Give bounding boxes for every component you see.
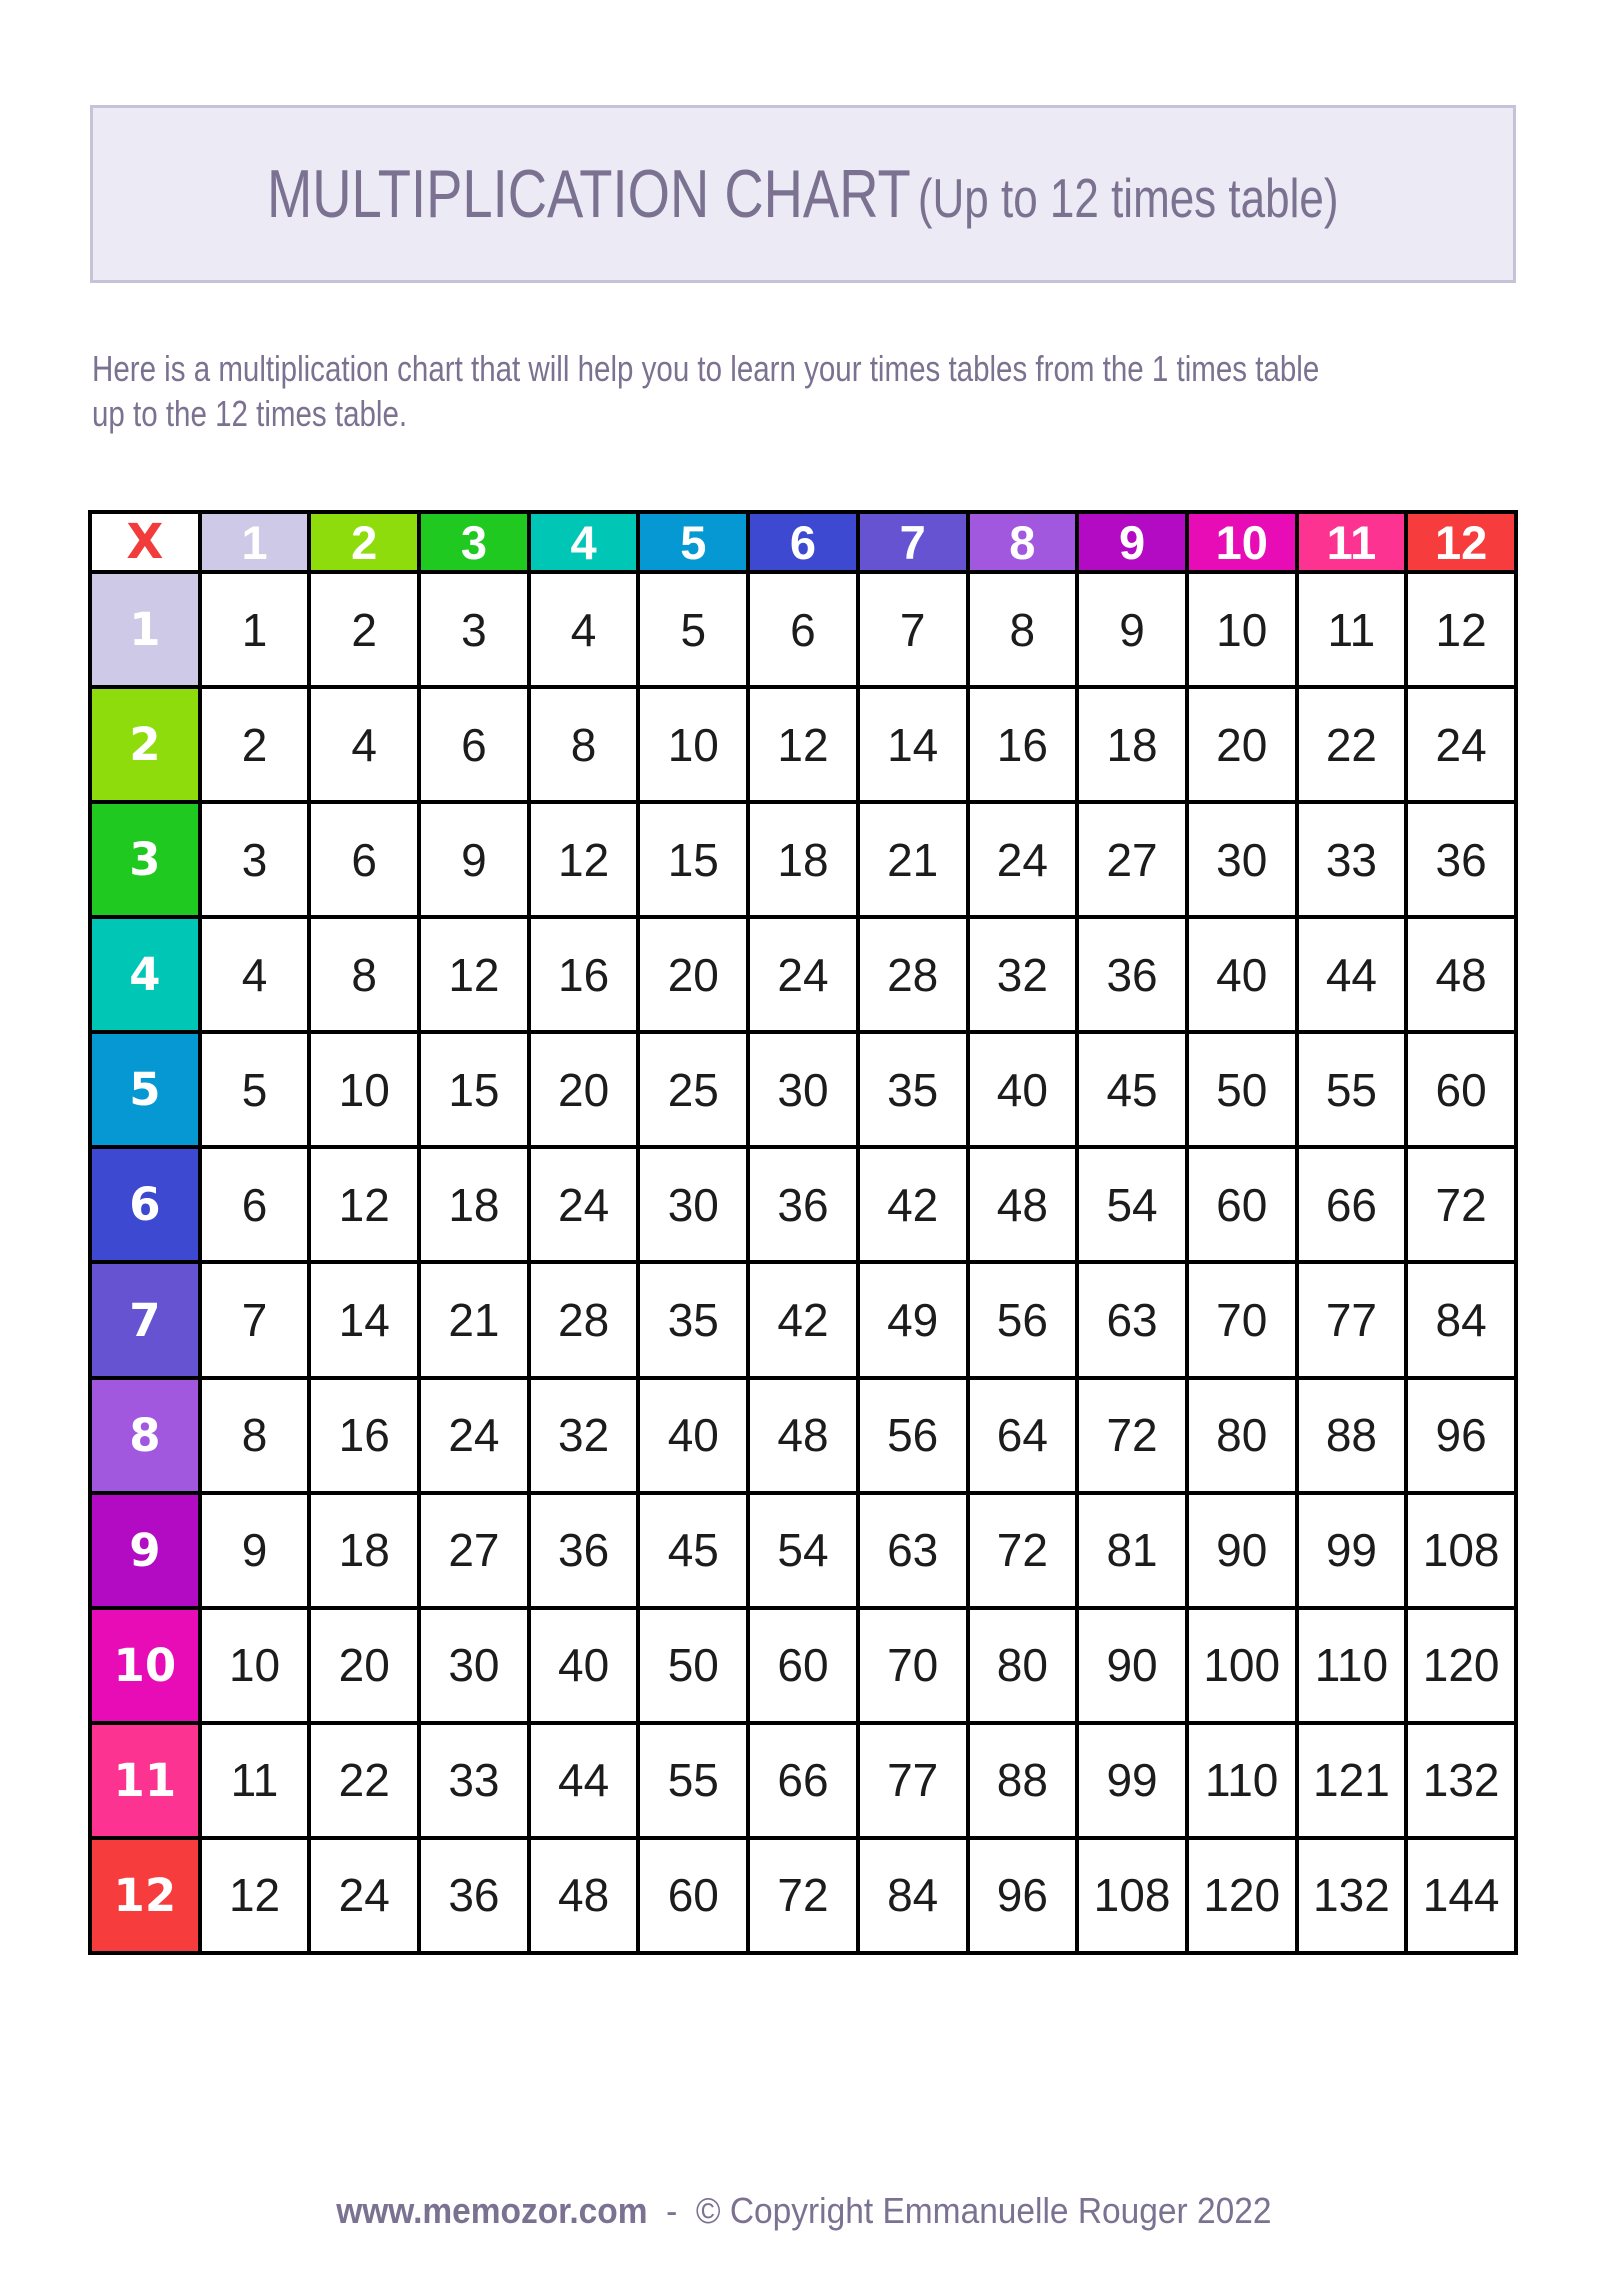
- product-cell: 16: [529, 917, 639, 1032]
- product-cell: 18: [1077, 687, 1187, 802]
- product-cell: 18: [748, 802, 858, 917]
- product-cell: 63: [1077, 1262, 1187, 1377]
- product-cell: 84: [858, 1838, 968, 1953]
- product-cell: 50: [1187, 1032, 1297, 1147]
- table-row-12: [90, 1838, 1516, 1953]
- product-cell: 88: [968, 1723, 1078, 1838]
- product-cell: 40: [529, 1608, 639, 1723]
- product-cell: 10: [1187, 572, 1297, 687]
- product-cell: 144: [1406, 1838, 1516, 1953]
- product-cell: 8: [968, 572, 1078, 687]
- product-cell: 24: [419, 1378, 529, 1493]
- footer-separator: -: [666, 2190, 678, 2231]
- table-row-11: [90, 1723, 1516, 1838]
- product-cell: 4: [309, 687, 419, 802]
- product-cell: 42: [748, 1262, 858, 1377]
- column-header-9: 9: [1077, 512, 1187, 572]
- footer-copyright: © Copyright Emmanuelle Rouger 2022: [696, 2190, 1272, 2231]
- product-cell: 6: [309, 802, 419, 917]
- product-cell: 6: [748, 572, 858, 687]
- product-cell: 90: [1077, 1608, 1187, 1723]
- product-cell: 40: [968, 1032, 1078, 1147]
- product-cell: 70: [1187, 1262, 1297, 1377]
- product-cell: 45: [1077, 1032, 1187, 1147]
- footer: [0, 2190, 1608, 2232]
- product-cell: 18: [419, 1147, 529, 1262]
- corner-x-cell: X: [90, 512, 200, 572]
- product-cell: 36: [1077, 917, 1187, 1032]
- footer-text: [336, 2190, 1271, 2232]
- product-cell: 56: [858, 1378, 968, 1493]
- product-cell: 6: [419, 687, 529, 802]
- product-cell: 120: [1406, 1608, 1516, 1723]
- product-cell: 7: [200, 1262, 310, 1377]
- table-row-9: [90, 1493, 1516, 1608]
- product-cell: 49: [858, 1262, 968, 1377]
- row-header-11: 11: [90, 1723, 200, 1838]
- product-cell: 16: [309, 1378, 419, 1493]
- table-header-row: [90, 512, 1516, 572]
- description-line-1: Here is a multiplication chart that will help you to learn your times tables from the 1 times table: [92, 348, 1320, 389]
- product-cell: 121: [1297, 1723, 1407, 1838]
- table-row-10: [90, 1608, 1516, 1723]
- product-cell: 66: [748, 1723, 858, 1838]
- column-header-5: 5: [638, 512, 748, 572]
- product-cell: 14: [309, 1262, 419, 1377]
- column-header-4: 4: [529, 512, 639, 572]
- product-cell: 28: [529, 1262, 639, 1377]
- product-cell: 84: [1406, 1262, 1516, 1377]
- product-cell: 120: [1187, 1838, 1297, 1953]
- product-cell: 24: [748, 917, 858, 1032]
- page-title-sub: (Up to 12 times table): [918, 167, 1339, 229]
- product-cell: 100: [1187, 1608, 1297, 1723]
- product-cell: 48: [1406, 917, 1516, 1032]
- product-cell: 2: [309, 572, 419, 687]
- column-header-7: 7: [858, 512, 968, 572]
- product-cell: 42: [858, 1147, 968, 1262]
- row-header-2: 2: [90, 687, 200, 802]
- product-cell: 54: [1077, 1147, 1187, 1262]
- product-cell: 9: [1077, 572, 1187, 687]
- product-cell: 99: [1297, 1493, 1407, 1608]
- row-header-5: 5: [90, 1032, 200, 1147]
- product-cell: 60: [1406, 1032, 1516, 1147]
- product-cell: 96: [1406, 1378, 1516, 1493]
- column-header-10: 10: [1187, 512, 1297, 572]
- product-cell: 81: [1077, 1493, 1187, 1608]
- product-cell: 24: [529, 1147, 639, 1262]
- table-row-3: [90, 802, 1516, 917]
- product-cell: 77: [1297, 1262, 1407, 1377]
- product-cell: 28: [858, 917, 968, 1032]
- row-header-4: 4: [90, 917, 200, 1032]
- product-cell: 30: [1187, 802, 1297, 917]
- product-cell: 60: [1187, 1147, 1297, 1262]
- product-cell: 22: [309, 1723, 419, 1838]
- column-header-1: 1: [200, 512, 310, 572]
- product-cell: 27: [1077, 802, 1187, 917]
- product-cell: 9: [200, 1493, 310, 1608]
- table-body: [90, 572, 1516, 1953]
- product-cell: 8: [200, 1378, 310, 1493]
- column-header-11: 11: [1297, 512, 1407, 572]
- product-cell: 20: [638, 917, 748, 1032]
- product-cell: 80: [968, 1608, 1078, 1723]
- product-cell: 5: [200, 1032, 310, 1147]
- product-cell: 4: [200, 917, 310, 1032]
- product-cell: 35: [638, 1262, 748, 1377]
- product-cell: 60: [638, 1838, 748, 1953]
- product-cell: 20: [1187, 687, 1297, 802]
- product-cell: 25: [638, 1032, 748, 1147]
- product-cell: 77: [858, 1723, 968, 1838]
- product-cell: 63: [858, 1493, 968, 1608]
- description-line-2: up to the 12 times table.: [92, 393, 408, 434]
- product-cell: 11: [1297, 572, 1407, 687]
- table-row-6: [90, 1147, 1516, 1262]
- product-cell: 30: [638, 1147, 748, 1262]
- product-cell: 12: [309, 1147, 419, 1262]
- product-cell: 12: [200, 1838, 310, 1953]
- product-cell: 14: [858, 687, 968, 802]
- product-cell: 45: [638, 1493, 748, 1608]
- product-cell: 12: [419, 917, 529, 1032]
- product-cell: 24: [309, 1838, 419, 1953]
- column-header-8: 8: [968, 512, 1078, 572]
- product-cell: 22: [1297, 687, 1407, 802]
- row-header-3: 3: [90, 802, 200, 917]
- column-header-2: 2: [309, 512, 419, 572]
- product-cell: 6: [200, 1147, 310, 1262]
- title-banner: [90, 105, 1516, 283]
- row-header-10: 10: [90, 1608, 200, 1723]
- product-cell: 10: [638, 687, 748, 802]
- product-cell: 20: [309, 1608, 419, 1723]
- table-row-4: [90, 917, 1516, 1032]
- product-cell: 48: [968, 1147, 1078, 1262]
- product-cell: 66: [1297, 1147, 1407, 1262]
- product-cell: 5: [638, 572, 748, 687]
- product-cell: 44: [529, 1723, 639, 1838]
- product-cell: 70: [858, 1608, 968, 1723]
- product-cell: 99: [1077, 1723, 1187, 1838]
- product-cell: 30: [748, 1032, 858, 1147]
- product-cell: 36: [419, 1838, 529, 1953]
- product-cell: 108: [1077, 1838, 1187, 1953]
- product-cell: 30: [419, 1608, 529, 1723]
- row-header-1: 1: [90, 572, 200, 687]
- product-cell: 8: [309, 917, 419, 1032]
- product-cell: 44: [1297, 917, 1407, 1032]
- product-cell: 50: [638, 1608, 748, 1723]
- product-cell: 18: [309, 1493, 419, 1608]
- table-row-1: [90, 572, 1516, 687]
- product-cell: 27: [419, 1493, 529, 1608]
- product-cell: 7: [858, 572, 968, 687]
- product-cell: 54: [748, 1493, 858, 1608]
- product-cell: 3: [200, 802, 310, 917]
- product-cell: 132: [1406, 1723, 1516, 1838]
- table-row-2: [90, 687, 1516, 802]
- product-cell: 10: [200, 1608, 310, 1723]
- product-cell: 33: [1297, 802, 1407, 917]
- product-cell: 40: [638, 1378, 748, 1493]
- product-cell: 40: [1187, 917, 1297, 1032]
- product-cell: 32: [529, 1378, 639, 1493]
- product-cell: 48: [529, 1838, 639, 1953]
- column-header-12: 12: [1406, 512, 1516, 572]
- product-cell: 15: [638, 802, 748, 917]
- column-header-6: 6: [748, 512, 858, 572]
- row-header-6: 6: [90, 1147, 200, 1262]
- product-cell: 55: [1297, 1032, 1407, 1147]
- footer-site-name: www.memozor.com: [336, 2190, 648, 2231]
- product-cell: 21: [419, 1262, 529, 1377]
- product-cell: 24: [1406, 687, 1516, 802]
- product-cell: 36: [529, 1493, 639, 1608]
- product-cell: 12: [1406, 572, 1516, 687]
- product-cell: 1: [200, 572, 310, 687]
- product-cell: 24: [968, 802, 1078, 917]
- row-header-12: 12: [90, 1838, 200, 1953]
- product-cell: 72: [968, 1493, 1078, 1608]
- product-cell: 110: [1187, 1723, 1297, 1838]
- product-cell: 3: [419, 572, 529, 687]
- table-row-5: [90, 1032, 1516, 1147]
- product-cell: 9: [419, 802, 529, 917]
- product-cell: 56: [968, 1262, 1078, 1377]
- table-row-7: [90, 1262, 1516, 1377]
- product-cell: 12: [529, 802, 639, 917]
- row-header-9: 9: [90, 1493, 200, 1608]
- product-cell: 21: [858, 802, 968, 917]
- page-title-main: MULTIPLICATION CHART: [267, 156, 912, 232]
- product-cell: 11: [200, 1723, 310, 1838]
- row-header-8: 8: [90, 1378, 200, 1493]
- product-cell: 4: [529, 572, 639, 687]
- product-cell: 35: [858, 1032, 968, 1147]
- product-cell: 110: [1297, 1608, 1407, 1723]
- product-cell: 2: [200, 687, 310, 802]
- product-cell: 33: [419, 1723, 529, 1838]
- product-cell: 36: [1406, 802, 1516, 917]
- product-cell: 132: [1297, 1838, 1407, 1953]
- product-cell: 55: [638, 1723, 748, 1838]
- product-cell: 15: [419, 1032, 529, 1147]
- product-cell: 16: [968, 687, 1078, 802]
- column-header-3: 3: [419, 512, 529, 572]
- product-cell: 10: [309, 1032, 419, 1147]
- product-cell: 20: [529, 1032, 639, 1147]
- product-cell: 36: [748, 1147, 858, 1262]
- product-cell: 90: [1187, 1493, 1297, 1608]
- multiplication-table: [88, 510, 1518, 1955]
- product-cell: 12: [748, 687, 858, 802]
- product-cell: 96: [968, 1838, 1078, 1953]
- product-cell: 32: [968, 917, 1078, 1032]
- product-cell: 64: [968, 1378, 1078, 1493]
- description: [92, 346, 1589, 436]
- product-cell: 8: [529, 687, 639, 802]
- product-cell: 60: [748, 1608, 858, 1723]
- product-cell: 108: [1406, 1493, 1516, 1608]
- product-cell: 80: [1187, 1378, 1297, 1493]
- product-cell: 72: [1077, 1378, 1187, 1493]
- product-cell: 88: [1297, 1378, 1407, 1493]
- product-cell: 72: [1406, 1147, 1516, 1262]
- row-header-7: 7: [90, 1262, 200, 1377]
- page-title: [267, 156, 1339, 232]
- product-cell: 48: [748, 1378, 858, 1493]
- product-cell: 72: [748, 1838, 858, 1953]
- table-row-8: [90, 1378, 1516, 1493]
